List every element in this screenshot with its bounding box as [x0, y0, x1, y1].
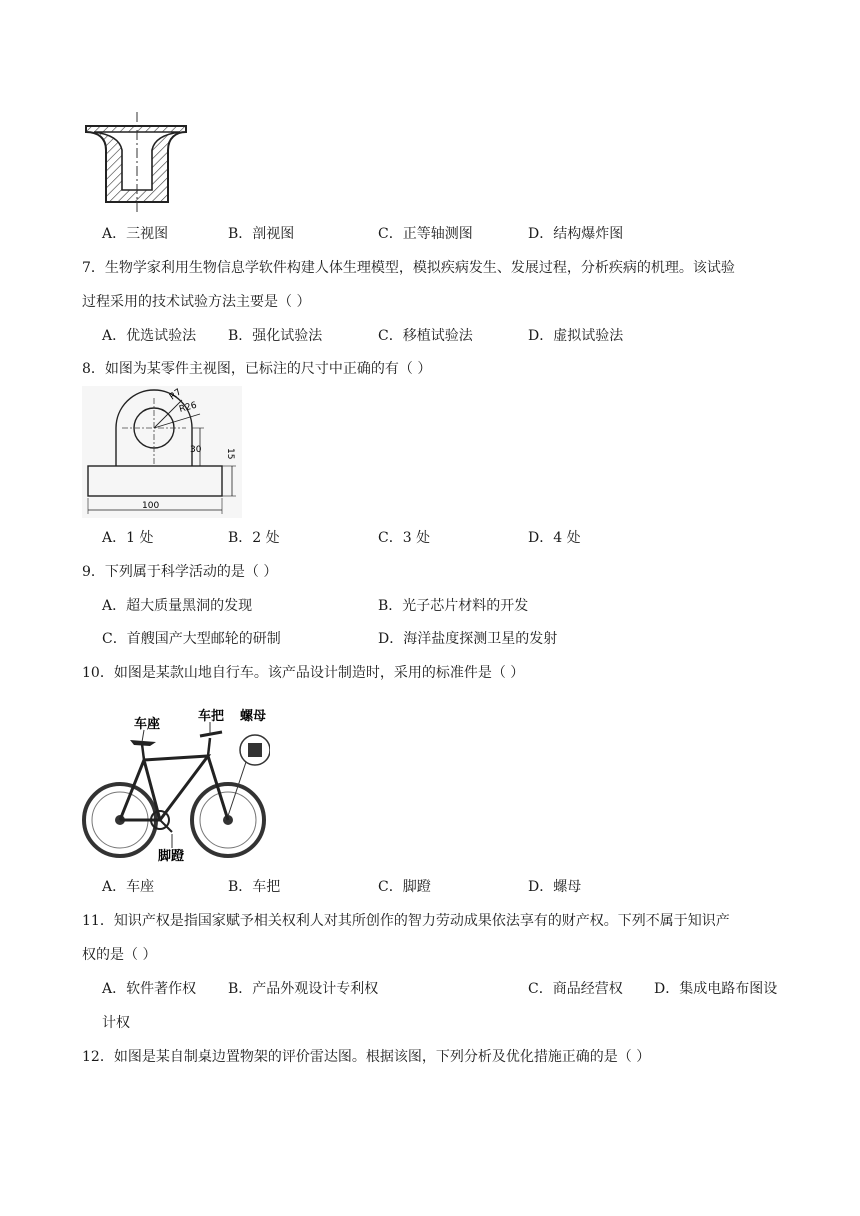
dim-r26: R26	[178, 400, 198, 415]
q6-option-d[interactable]: D．结构爆炸图	[528, 226, 624, 242]
dim-15: 15	[225, 448, 235, 460]
q11-stem-line1: 11．知识产权是指国家赋予相关权利人对其所创作的智力劳动成果依法享有的财产权。下列不属于知识产	[82, 913, 730, 929]
q9-stem: 9．下列属于科学活动的是（ ）	[82, 564, 278, 580]
label-pedal: 脚蹬	[158, 849, 185, 864]
q10-option-d[interactable]: D．螺母	[528, 879, 582, 895]
q10-option-a[interactable]: A．车座	[102, 879, 155, 895]
q7-option-c[interactable]: C．移植试验法	[378, 328, 473, 344]
label-seat: 车座	[134, 717, 161, 732]
q7-option-d[interactable]: D．虚拟试验法	[528, 328, 624, 344]
q8-option-d[interactable]: D．4 处	[528, 530, 581, 546]
q9-option-a[interactable]: A．超大质量黑洞的发现	[102, 598, 253, 614]
label-nut: 螺母	[240, 709, 267, 724]
q8-option-a[interactable]: A．1 处	[102, 530, 154, 546]
q8-option-c[interactable]: C．3 处	[378, 530, 431, 546]
part-front-view-figure	[82, 386, 242, 518]
q6-option-a[interactable]: A．三视图	[102, 226, 169, 242]
q7-stem-line2: 过程采用的技术试验方法主要是（ ）	[82, 294, 311, 310]
q7-option-a[interactable]: A．优选试验法	[102, 328, 197, 344]
section-view-figure	[82, 110, 192, 216]
q12-stem: 12．如图是某自制桌边置物架的评价雷达图。根据该图，下列分析及优化措施正确的是（ ）	[82, 1049, 651, 1065]
q9-option-b[interactable]: B．光子芯片材料的开发	[378, 598, 529, 614]
dim-100: 100	[142, 501, 160, 511]
q8-option-b[interactable]: B．2 处	[228, 530, 280, 546]
q8-stem: 8．如图为某零件主视图，已标注的尺寸中正确的有（ ）	[82, 361, 432, 377]
q10-option-c[interactable]: C．脚蹬	[378, 879, 431, 895]
q6-option-b[interactable]: B．剖视图	[228, 226, 295, 242]
q10-option-b[interactable]: B．车把	[228, 879, 281, 895]
q11-option-b[interactable]: B．产品外观设计专利权	[228, 981, 379, 997]
q7-option-b[interactable]: B．强化试验法	[228, 328, 323, 344]
q11-option-a[interactable]: A．软件著作权	[102, 981, 197, 997]
label-handle: 车把	[198, 709, 225, 724]
q9-option-d[interactable]: D．海洋盐度探测卫星的发射	[378, 631, 558, 647]
q9-option-c[interactable]: C．首艘国产大型邮轮的研制	[102, 631, 281, 647]
q6-option-c[interactable]: C．正等轴测图	[378, 226, 473, 242]
q7-stem-line1: 7．生物学家利用生物信息学软件构建人体生理模型，模拟疾病发生、发展过程，分析疾病的机理。该试验	[82, 260, 735, 276]
dim-r7: R7	[167, 387, 184, 403]
q11-option-c[interactable]: C．商品经营权	[528, 981, 623, 997]
q10-stem: 10．如图是某款山地自行车。该产品设计制造时，采用的标准件是（ ）	[82, 665, 525, 681]
bicycle-figure	[80, 698, 270, 866]
dim-30: 30	[190, 445, 202, 455]
q11-option-d[interactable]: D．集成电路布图设	[654, 981, 778, 997]
q11-option-d-continued: 计权	[102, 1015, 130, 1031]
q11-stem-line2: 权的是（ ）	[82, 947, 157, 963]
